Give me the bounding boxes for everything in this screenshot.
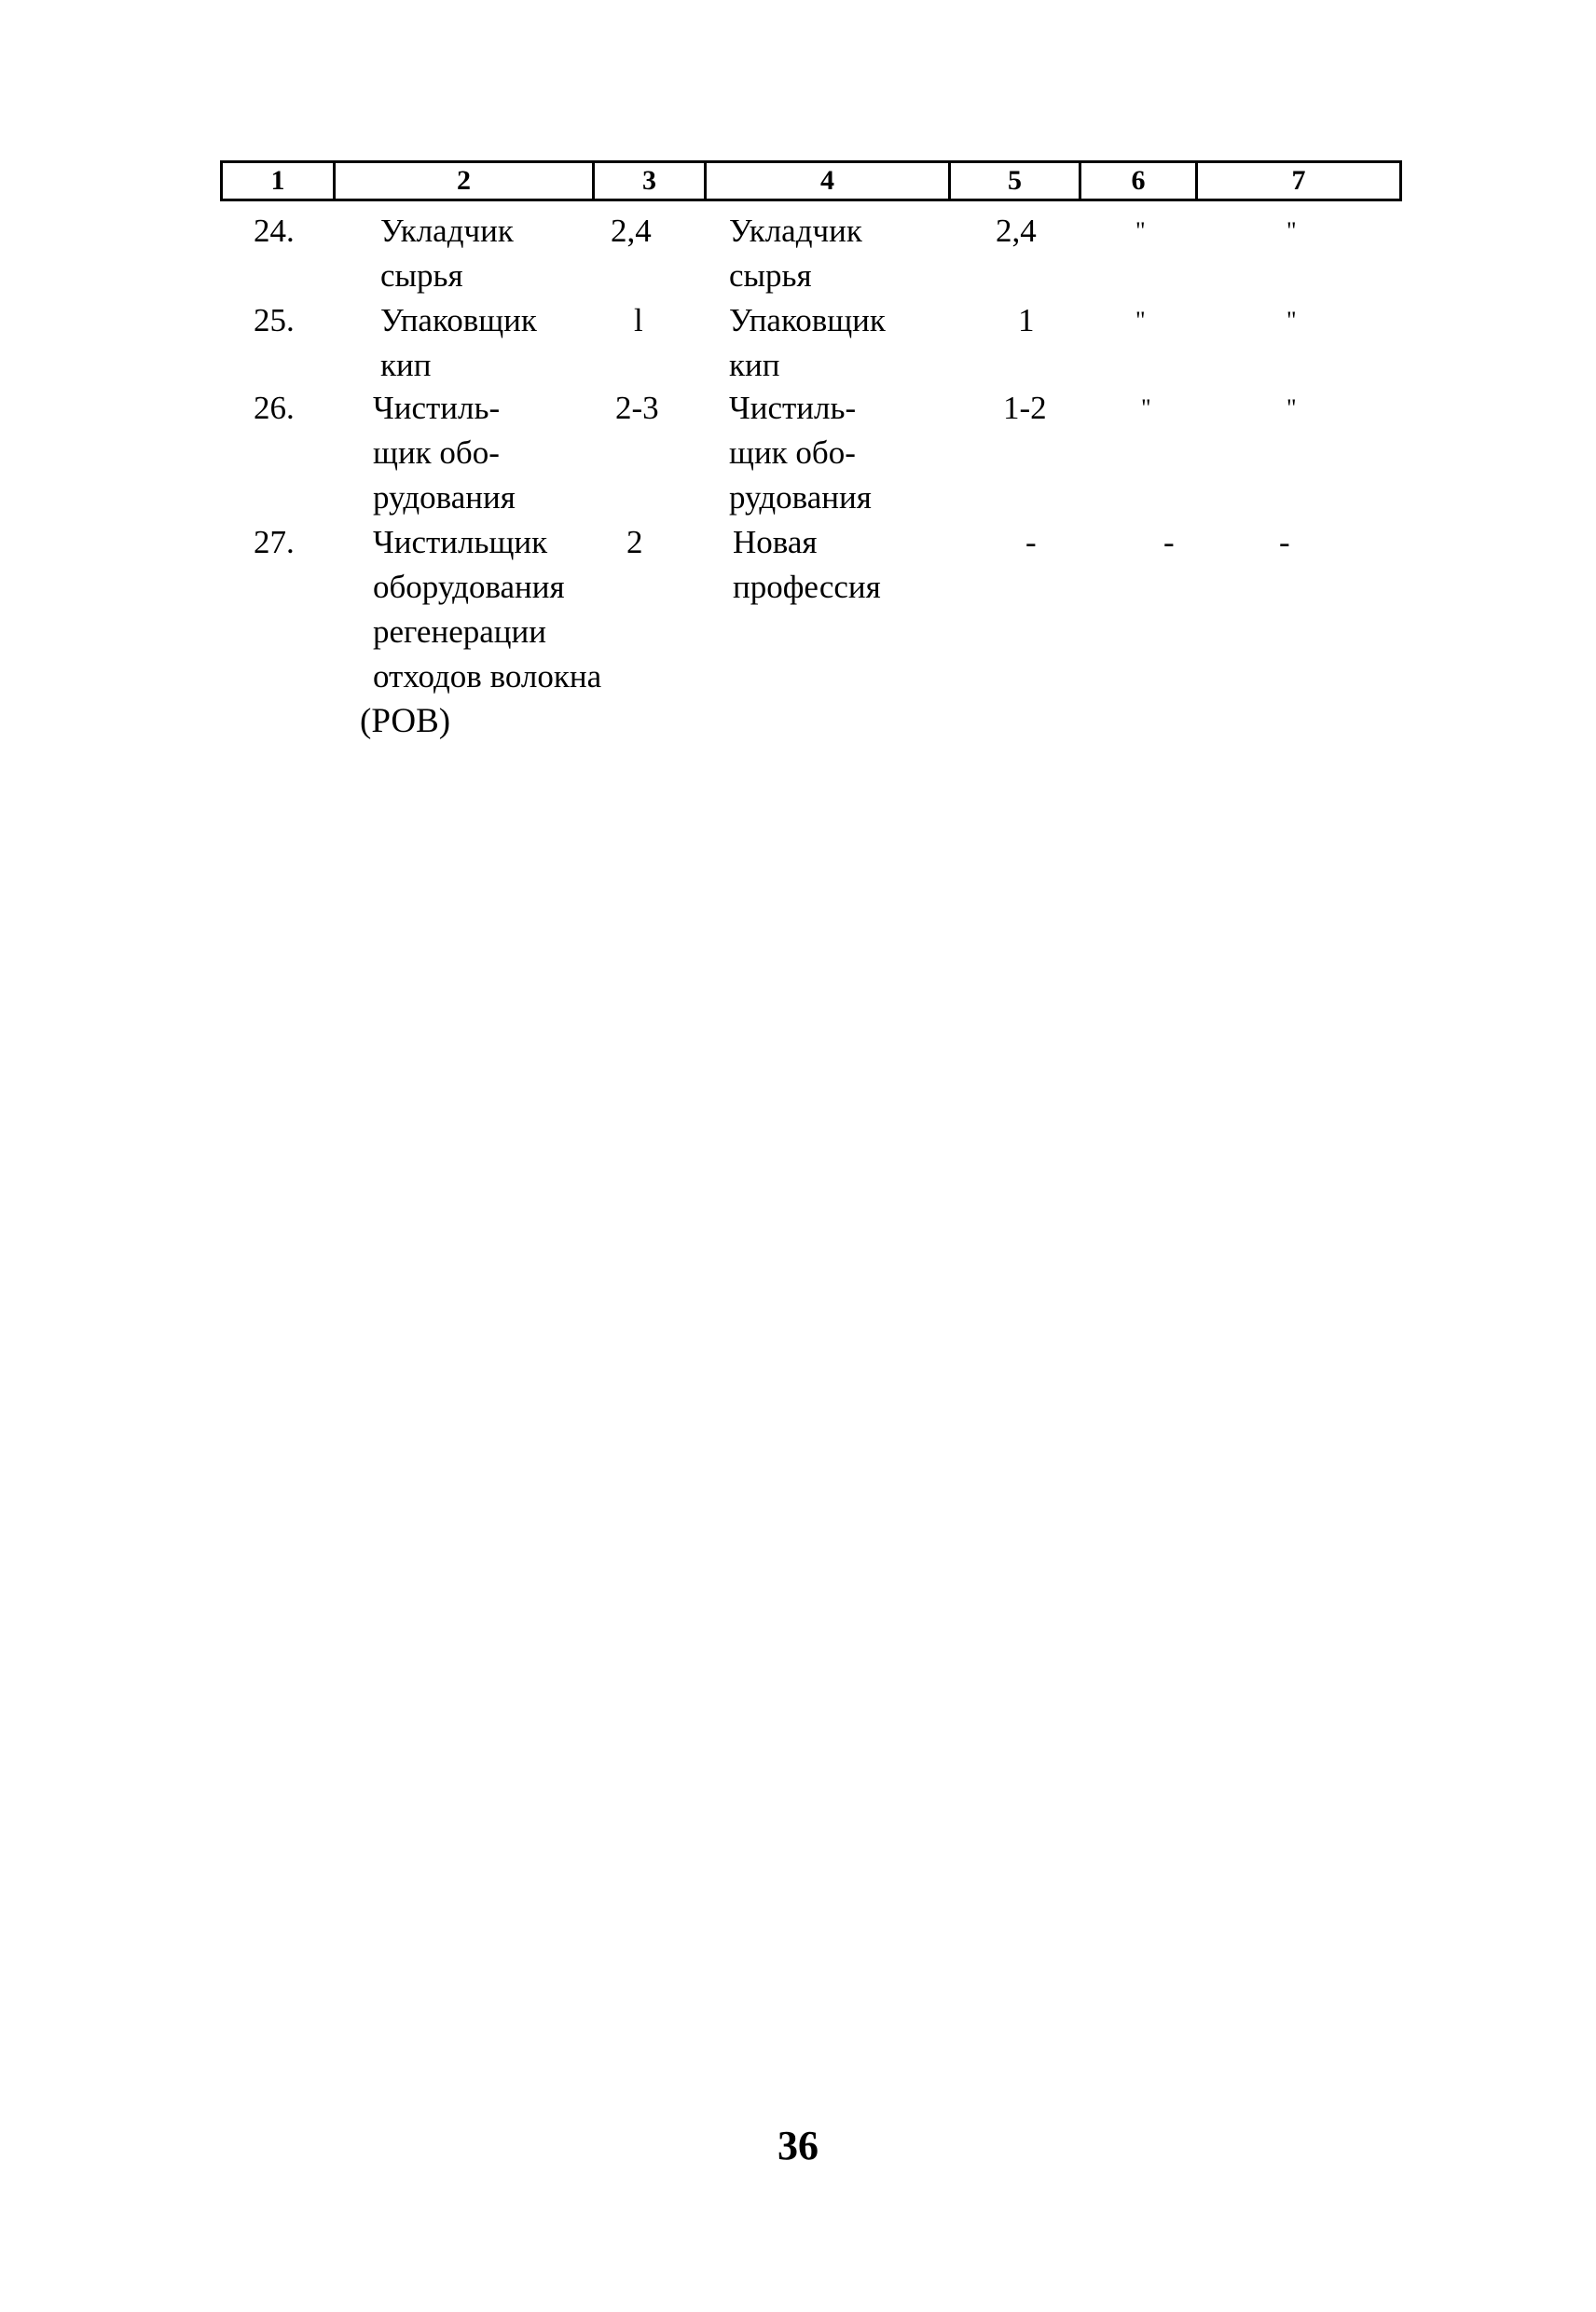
old-grade: 2-3: [615, 390, 659, 426]
page-number: 36: [777, 2123, 819, 2168]
table-header-row: [220, 160, 1402, 201]
header-cell-4: 4: [707, 163, 951, 199]
new-grade: 2,4: [996, 213, 1037, 249]
row-number: 27.: [254, 524, 295, 560]
header-cell-5: 5: [951, 163, 1081, 199]
column-6-value: ": [1135, 307, 1146, 334]
old-profession-name: Упаковщик кип: [380, 302, 537, 383]
header-cell-1: 1: [223, 163, 336, 199]
old-profession-name: Чистильщик оборудования регенерации отходов волокна: [373, 524, 602, 695]
column-7-value: -: [1279, 524, 1290, 560]
row-number: 26.: [254, 390, 295, 426]
header-cell-2: 2: [336, 163, 595, 199]
new-grade: -: [1025, 524, 1037, 560]
row-number: 25.: [254, 302, 295, 338]
old-profession-name: Чистиль- щик обо- рудования: [373, 390, 516, 516]
header-cell-7: 7: [1291, 165, 1306, 196]
old-profession-name-tail: (РОВ): [360, 702, 451, 740]
old-grade: 2,4: [611, 213, 652, 249]
new-profession-name: Чистиль- щик обо- рудования: [729, 390, 872, 516]
old-grade: l: [634, 302, 643, 338]
header-cell-3: 3: [595, 163, 707, 199]
old-profession-name: Укладчик сырья: [380, 213, 514, 294]
column-7-value: ": [1286, 394, 1297, 421]
new-grade: 1-2: [1003, 390, 1047, 426]
column-7-value: ": [1286, 217, 1297, 244]
column-6-value: -: [1163, 524, 1175, 560]
column-6-value: ": [1141, 394, 1151, 421]
new-profession-name: Упаковщик кип: [729, 302, 886, 383]
header-cell-6: 6: [1081, 163, 1198, 199]
column-7-value: ": [1286, 307, 1297, 334]
new-grade: 1: [1018, 302, 1035, 338]
new-profession-name: Укладчик сырья: [729, 213, 862, 294]
old-grade: 2: [626, 524, 643, 560]
row-number: 24.: [254, 213, 295, 249]
new-profession-name: Новая профессия: [733, 524, 881, 605]
column-6-value: ": [1135, 217, 1146, 244]
